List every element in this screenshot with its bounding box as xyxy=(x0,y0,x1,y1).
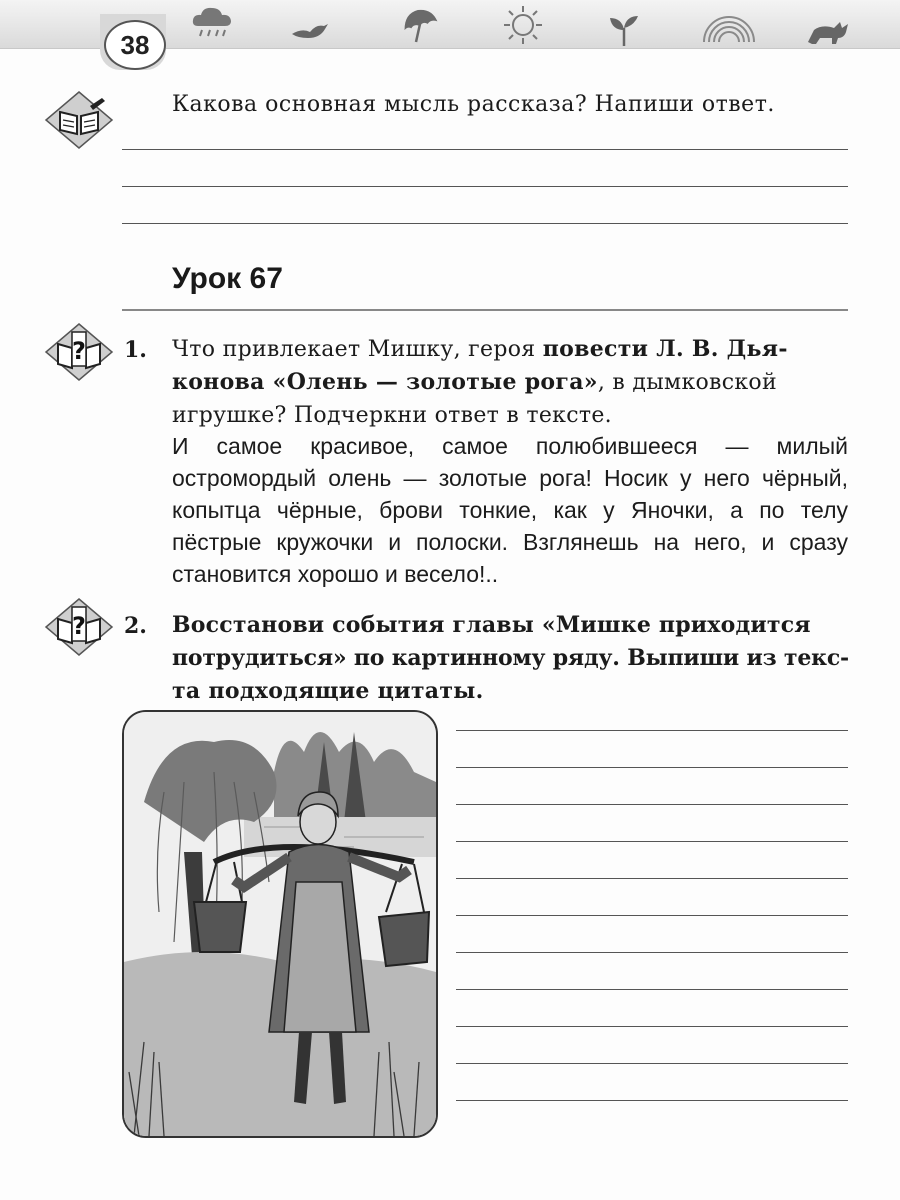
answer-line[interactable] xyxy=(456,730,848,731)
answer-line[interactable] xyxy=(122,149,848,150)
task2-line1: Восстанови события главы «Мишке приходится xyxy=(172,612,811,638)
task1-line1-start: Что привлекает Мишку, героя xyxy=(172,337,543,362)
book-question-icon xyxy=(44,597,114,657)
task1-line2-bold: конова «Олень — золотые рога» xyxy=(172,369,598,395)
answer-line[interactable] xyxy=(456,767,848,768)
book-pen-icon xyxy=(44,90,114,150)
answer-line[interactable] xyxy=(456,841,848,842)
answer-line[interactable] xyxy=(456,1100,848,1101)
task1-line1-bold: повести Л. В. Дья- xyxy=(542,336,788,362)
task1-line2-end: , в дымковской xyxy=(597,370,777,395)
cloud-rain-icon xyxy=(190,4,236,42)
answer-line[interactable] xyxy=(456,1026,848,1027)
answer-line[interactable] xyxy=(456,915,848,916)
task1-number: 1. xyxy=(124,337,147,363)
book-question-icon xyxy=(44,322,114,382)
task2-line2: потрудиться» по картинному ряду. Выпиши из текс- xyxy=(172,645,849,671)
lesson-divider xyxy=(122,309,848,311)
answer-line[interactable] xyxy=(456,952,848,953)
cat-icon xyxy=(804,16,852,46)
answer-line[interactable] xyxy=(456,878,848,879)
lesson-title: Урок 67 xyxy=(172,262,283,295)
page-number: 38 xyxy=(104,20,166,70)
answer-line[interactable] xyxy=(456,1063,848,1064)
answer-line[interactable] xyxy=(456,804,848,805)
answer-line[interactable] xyxy=(122,223,848,224)
task1-line3: игрушке? Подчеркни ответ в тексте. xyxy=(172,403,612,428)
task1-question xyxy=(172,333,852,432)
task1-passage: И самое красивое, самое полюбившееся — милый остромордый олень — золотые рога! Носик у него чёрный, копытца чёрные, брови тонкие, как у Яночки, а по телу пёстрые кружочки и полоски. Взглянешь на него, и сразу становится хорошо и весело!.. xyxy=(172,433,848,587)
umbrella-icon xyxy=(400,6,440,46)
task2-line3: та подходящие цитаты. xyxy=(172,678,484,704)
intro-question-text: Какова основная мысль рассказа? Напиши ответ. xyxy=(172,92,775,117)
rainbow-icon xyxy=(700,10,758,44)
svg-text:?: ? xyxy=(72,337,86,365)
task2-number: 2. xyxy=(124,613,147,639)
sun-icon xyxy=(502,4,544,46)
woman-carrying-water-buckets-illustration xyxy=(122,710,438,1138)
sprout-icon xyxy=(606,10,642,48)
answer-line[interactable] xyxy=(456,989,848,990)
task2-question xyxy=(172,609,852,708)
bird-icon xyxy=(290,18,330,44)
answer-line[interactable] xyxy=(122,186,848,187)
svg-text:?: ? xyxy=(72,612,86,640)
header-icons xyxy=(0,4,900,48)
